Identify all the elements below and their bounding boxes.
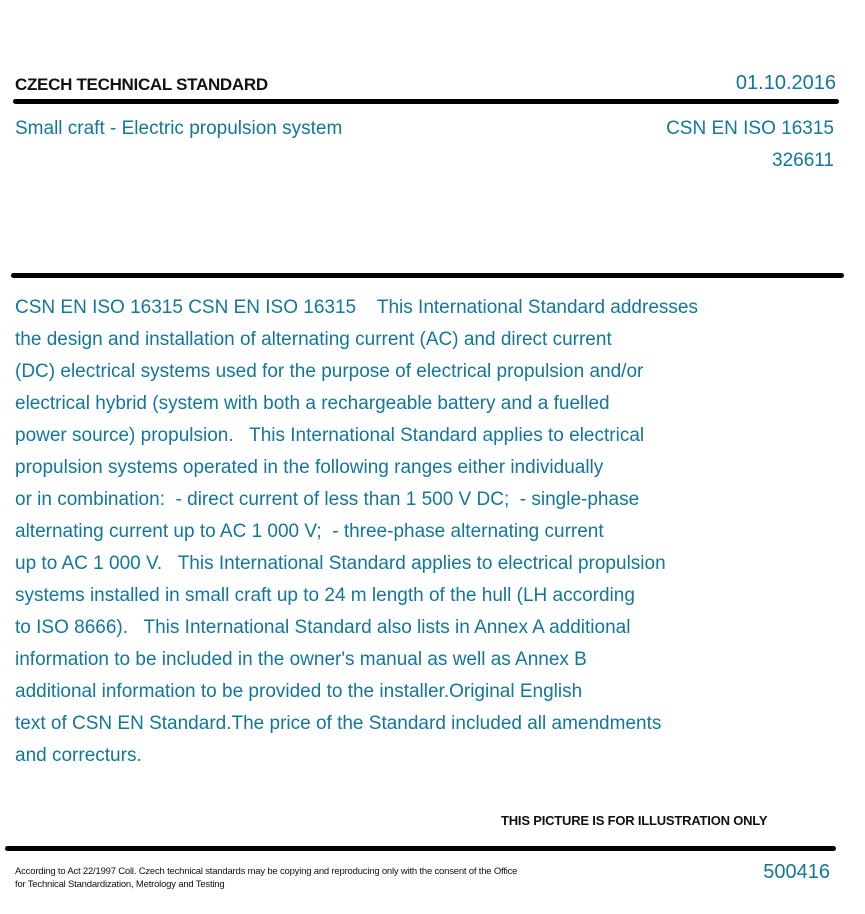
standard-code: CSN EN ISO 16315 — [666, 118, 834, 139]
abstract-line: the design and installation of alternating current (AC) and direct current — [15, 329, 612, 350]
abstract-line: alternating current up to AC 1 000 V; - three-phase alternating current — [15, 521, 604, 542]
abstract-line: power source) propulsion. This International Standard applies to electrical — [15, 425, 645, 446]
abstract-line: or in combination: - direct current of less than 1 500 V DC; - single-phase — [15, 489, 640, 510]
abstract-line: additional information to be provided to the installer.Original English — [15, 681, 583, 702]
header-divider — [13, 99, 839, 104]
illustration-disclaimer: THIS PICTURE IS FOR ILLUSTRATION ONLY — [501, 813, 768, 828]
abstract-line: and correcturs. — [15, 745, 142, 766]
abstract-line: to ISO 8666). This International Standard also lists in Annex A additional — [15, 617, 631, 638]
publication-date: 01.10.2016 — [735, 72, 836, 94]
standard-title: Small craft - Electric propulsion system — [15, 118, 343, 139]
abstract-line: electrical hybrid (system with both a rechargeable battery and a fuelled — [15, 393, 610, 414]
legal-notice-line: for Technical Standardization, Metrology and Testing — [15, 879, 225, 890]
abstract-line: information to be included in the owner's manual as well as Annex B — [15, 649, 587, 670]
abstract-line: propulsion systems operated in the following ranges either individually — [15, 457, 604, 478]
abstract-line: systems installed in small craft up to 24 m length of the hull (LH according — [15, 585, 635, 606]
catalog-number: 500416 — [763, 861, 830, 883]
section-divider — [11, 273, 844, 278]
abstract-line: text of CSN EN Standard.The price of the Standard included all amendments — [15, 713, 662, 734]
classification-number: 326611 — [772, 150, 834, 171]
legal-notice-line: According to Act 22/1997 Coll. Czech technical standards may be copying and reproducing only with the consent of the Office — [15, 866, 518, 877]
document-type-heading: CZECH TECHNICAL STANDARD — [15, 75, 268, 94]
abstract-text — [15, 292, 698, 772]
legal-notice — [15, 865, 517, 891]
abstract-line: (DC) electrical systems used for the purpose of electrical propulsion and/or — [15, 361, 644, 382]
footer-divider — [5, 846, 836, 851]
abstract-line: CSN EN ISO 16315 CSN EN ISO 16315 This International Standard addresses — [15, 297, 698, 318]
abstract-line: up to AC 1 000 V. This International Standard applies to electrical propulsion — [15, 553, 666, 574]
